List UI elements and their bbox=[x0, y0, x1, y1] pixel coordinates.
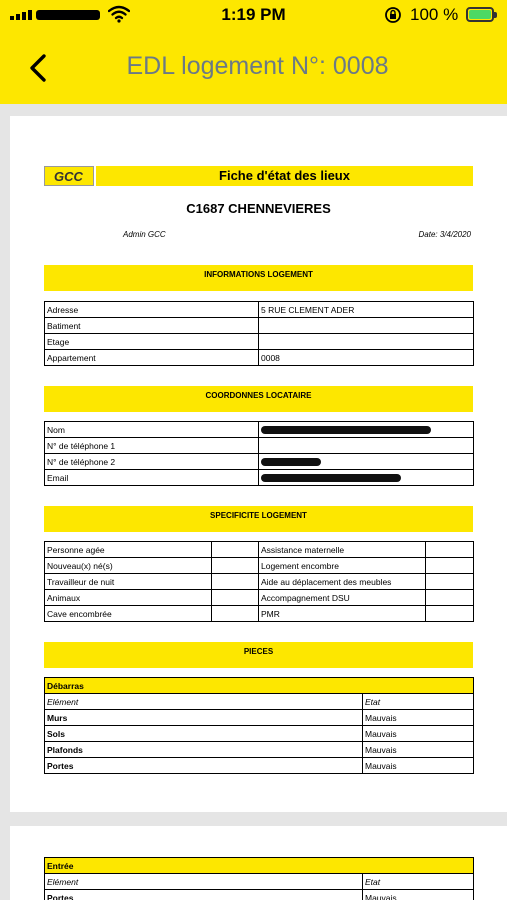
battery-icon bbox=[466, 7, 494, 22]
locataire-table bbox=[44, 421, 474, 486]
table-row: Batiment bbox=[45, 318, 474, 334]
room-table-entree bbox=[44, 857, 474, 900]
table-row: Sols Mauvais bbox=[45, 726, 474, 742]
section-header-specificite: SPECIFICITE LOGEMENT bbox=[44, 506, 473, 532]
room-name-row: Débarras bbox=[45, 678, 474, 694]
table-row: Plafonds Mauvais bbox=[45, 742, 474, 758]
room-table-debarras bbox=[44, 677, 474, 774]
table-row: Email bbox=[45, 470, 474, 486]
author: Admin GCC bbox=[123, 230, 166, 239]
column-header-row: Elément Etat bbox=[45, 874, 474, 890]
redacted-value bbox=[261, 474, 401, 482]
logement-table bbox=[44, 301, 474, 366]
table-row: Travailleur de nuit Aide au déplacement des meubles bbox=[45, 574, 474, 590]
site-name: C1687 CHENNEVIERES bbox=[186, 201, 331, 216]
specificite-table bbox=[44, 541, 474, 622]
table-row: Appartement 0008 bbox=[45, 350, 474, 366]
document-date: Date: 3/4/2020 bbox=[418, 230, 471, 239]
form-title: Fiche d'état des lieux bbox=[96, 166, 473, 186]
table-row: Animaux Accompagnement DSU bbox=[45, 590, 474, 606]
table-row: Cave encombrée PMR bbox=[45, 606, 474, 622]
status-bar bbox=[0, 0, 507, 32]
section-header-locataire: COORDONNES LOCATAIRE bbox=[44, 386, 473, 412]
redacted-value bbox=[261, 426, 431, 434]
table-row: Adresse 5 RUE CLEMENT ADER bbox=[45, 302, 474, 318]
page-title: EDL logement N°: 0008 bbox=[126, 52, 389, 80]
battery-percentage: 100 % bbox=[410, 5, 459, 24]
redacted-value bbox=[261, 458, 321, 466]
section-header-logement: INFORMATIONS LOGEMENT bbox=[44, 265, 473, 291]
table-row: Nom bbox=[45, 422, 474, 438]
table-row: N° de téléphone 1 bbox=[45, 438, 474, 454]
top-bar bbox=[0, 0, 507, 104]
table-row: Etage bbox=[45, 334, 474, 350]
clock: 1:19 PM bbox=[221, 5, 286, 24]
section-header-pieces: PIECES bbox=[44, 642, 473, 668]
table-row: Nouveau(x) né(s) Logement encombre bbox=[45, 558, 474, 574]
table-row: Portes Mauvais bbox=[45, 890, 474, 900]
rotation-lock-icon bbox=[384, 6, 402, 24]
navigation-bar bbox=[0, 36, 507, 100]
table-row: N° de téléphone 2 bbox=[45, 454, 474, 470]
column-header-row: Elément Etat bbox=[45, 694, 474, 710]
table-row: Personne agée Assistance maternelle bbox=[45, 542, 474, 558]
table-row: Murs Mauvais bbox=[45, 710, 474, 726]
table-row: Portes Mauvais bbox=[45, 758, 474, 774]
gcc-logo: GCC bbox=[44, 166, 94, 186]
room-name-row: Entrée bbox=[45, 858, 474, 874]
